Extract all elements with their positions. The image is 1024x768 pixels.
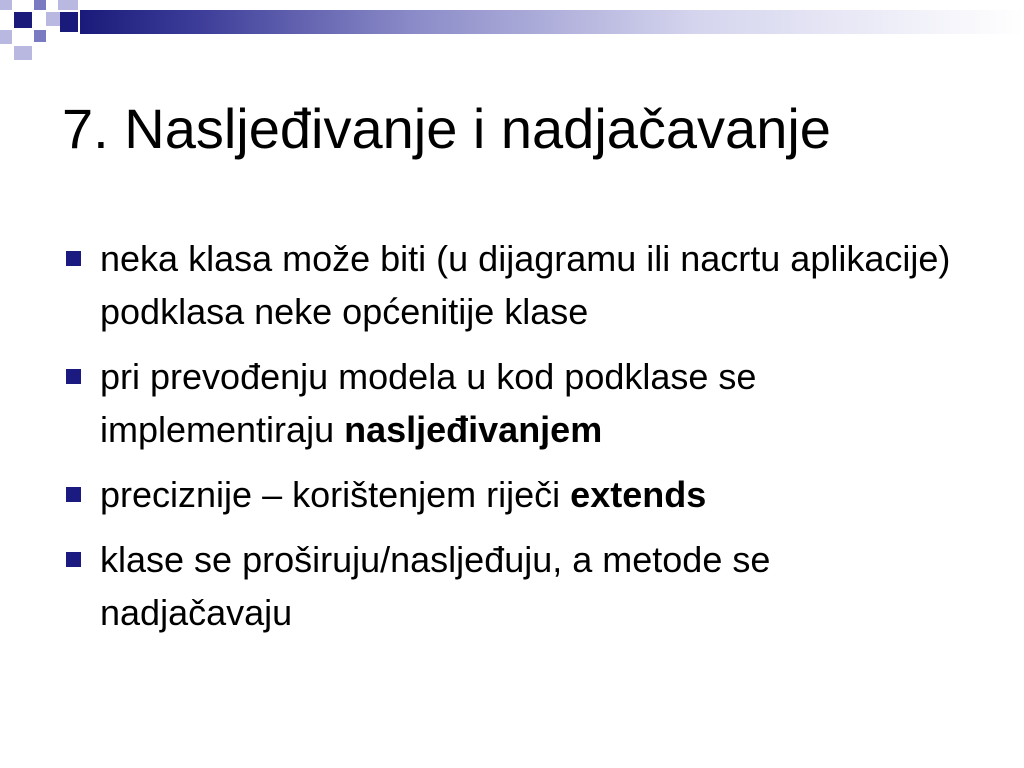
bullet-list [62, 232, 972, 651]
bullet-text: klase se proširuju/nasljeđuju, a metode se nadjačavaju [100, 539, 771, 633]
bullet-item [62, 350, 972, 456]
decor-square [60, 12, 78, 32]
bullet-item [62, 533, 972, 639]
decor-square [14, 46, 32, 60]
decor-square [58, 0, 78, 10]
bullet-item [62, 468, 972, 521]
bullet-text: pri prevođenju modela u kod podklase se implementiraju [100, 356, 757, 450]
square-bullet-icon [66, 487, 81, 502]
bullet-item [62, 232, 972, 338]
square-bullet-icon [66, 251, 81, 266]
bullet-bold-text: extends [570, 474, 707, 515]
decor-square [34, 30, 46, 42]
decor-square [0, 30, 12, 44]
bullet-text: neka klasa može biti (u dijagramu ili nacrtu aplikacije) podklasa neke općenitije klase [100, 238, 951, 332]
slide-title: 7. Nasljeđivanje i nadjačavanje [62, 97, 831, 160]
square-bullet-icon [66, 369, 81, 384]
decor-square [14, 12, 32, 28]
bullet-bold-text: nasljeđivanjem [344, 409, 603, 450]
decor-square [34, 0, 46, 10]
bullet-text: preciznije – korištenjem riječi [100, 474, 571, 515]
header-gradient-bar [80, 10, 1024, 34]
square-bullet-icon [66, 552, 81, 567]
decor-square [46, 12, 60, 26]
decor-square [0, 0, 12, 10]
